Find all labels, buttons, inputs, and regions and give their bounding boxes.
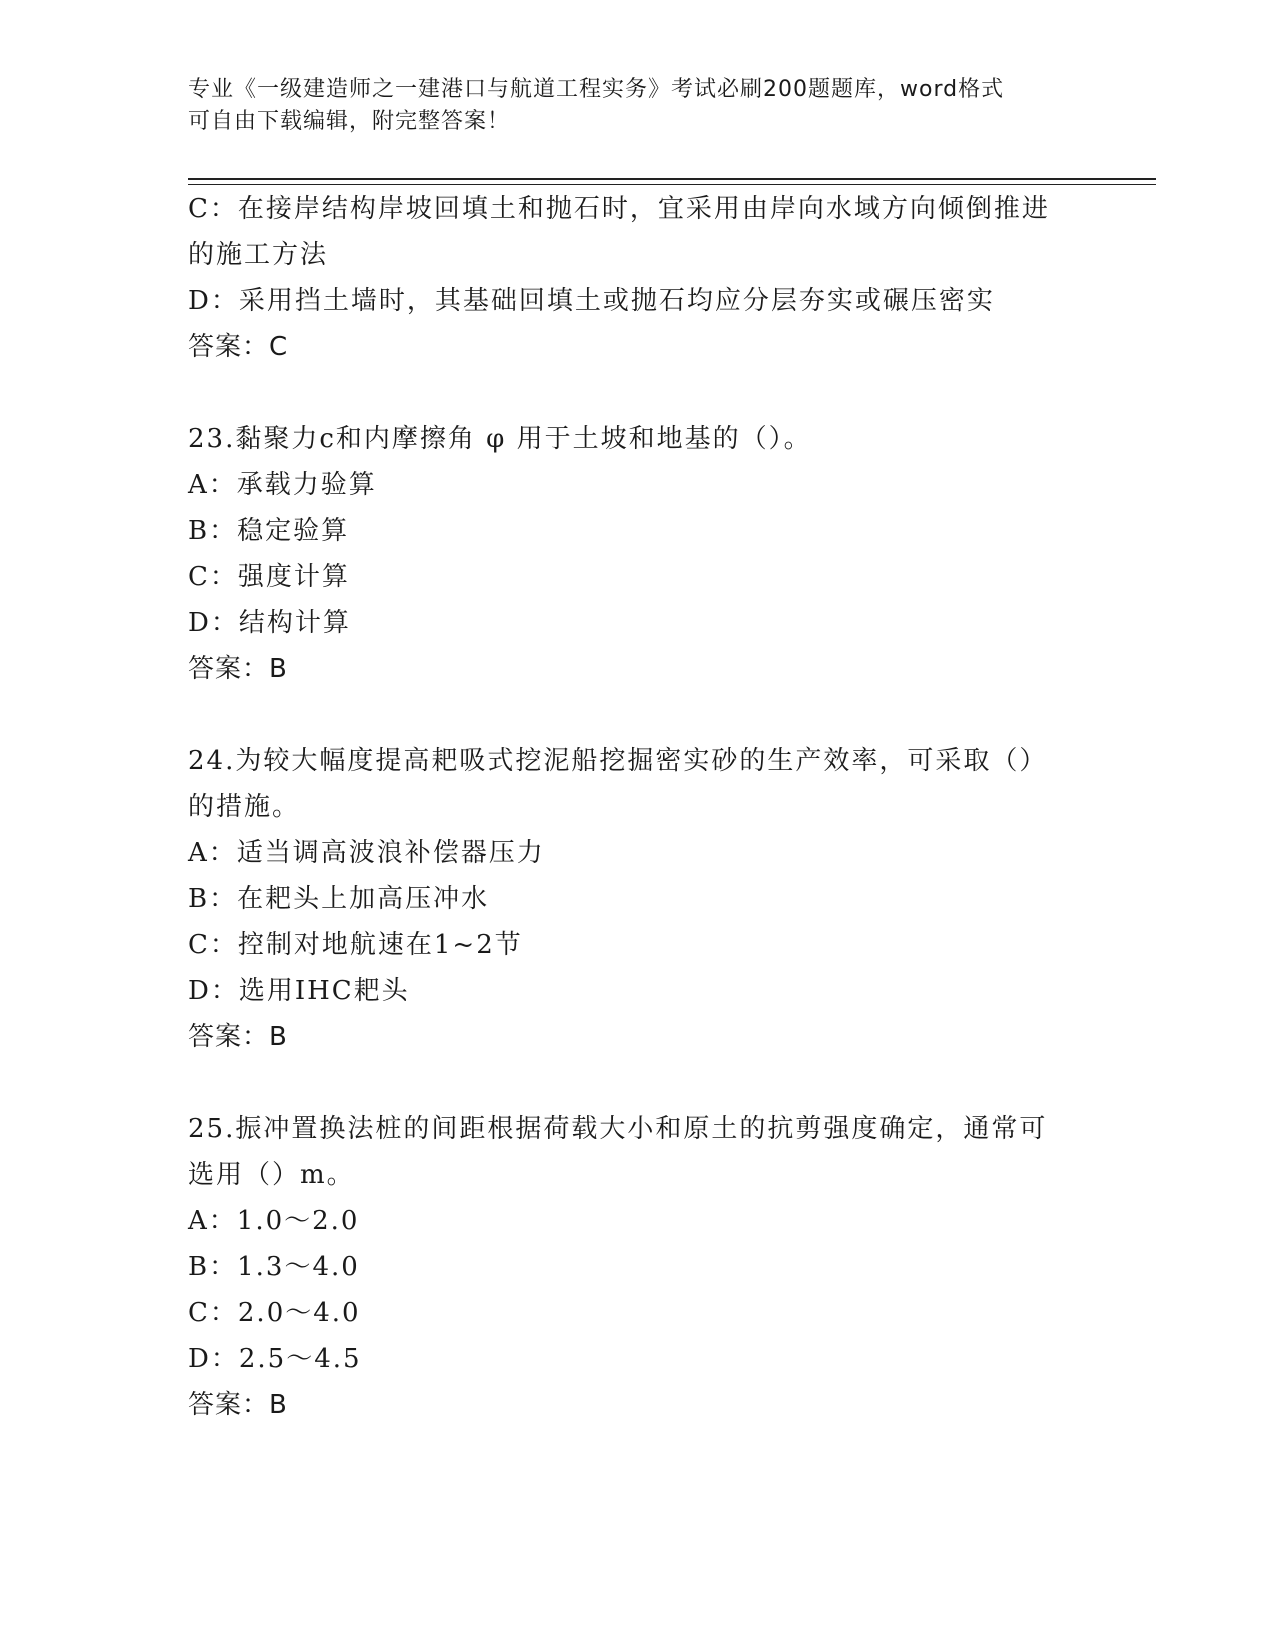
question-23: [188, 416, 1088, 692]
question-content: [188, 186, 1088, 1428]
answer-25: 答案：B: [188, 1390, 288, 1420]
question-24-stem-line-2: 的措施。: [188, 792, 301, 822]
spacer: [188, 692, 1088, 738]
header-divider-thick: [188, 178, 1156, 180]
question-23-option-b: B：稳定验算: [188, 516, 350, 546]
question-25-option-a: A：1.0～2.0: [188, 1206, 360, 1236]
answer-22: 答案：C: [188, 332, 289, 362]
question-25-option-c: C：2.0～4.0: [188, 1298, 361, 1328]
question-25-stem-line-1: 25.振冲置换法桩的间距根据荷载大小和原土的抗剪强度确定，通常可: [188, 1114, 1048, 1144]
header-line-2: 可自由下载编辑，附完整答案！: [188, 109, 511, 134]
answer-24: 答案：B: [188, 1022, 288, 1052]
option-d: D：采用挡土墙时，其基础回填土或抛石均应分层夯实或碾压密实: [188, 286, 995, 316]
question-22-continued: [188, 186, 1088, 370]
header-divider-thin: [188, 184, 1156, 185]
spacer: [188, 1060, 1088, 1106]
question-24-option-d: D：选用IHC耙头: [188, 976, 410, 1006]
option-c-line-2: 的施工方法: [188, 240, 329, 270]
question-25-stem-line-2: 选用（）m。: [188, 1160, 355, 1190]
question-23-option-c: C：强度计算: [188, 562, 350, 592]
question-25-option-d: D：2.5～4.5: [188, 1344, 362, 1374]
question-24-stem-line-1: 24.为较大幅度提高耙吸式挖泥船挖掘密实砂的生产效率，可采取（）: [188, 746, 1048, 776]
question-23-stem: 23.黏聚力c和内摩擦角 φ 用于土坡和地基的（）。: [188, 424, 812, 454]
question-24-option-c: C：控制对地航速在1~2节: [188, 930, 523, 960]
answer-23: 答案：B: [188, 654, 288, 684]
question-23-option-d: D：结构计算: [188, 608, 351, 638]
question-23-option-a: A：承载力验算: [188, 470, 377, 500]
document-header: [188, 74, 1068, 138]
header-line-1: 专业《一级建造师之一建港口与航道工程实务》考试必刷200题题库，word格式: [188, 77, 1005, 102]
question-24: [188, 738, 1088, 1060]
spacer: [188, 370, 1088, 416]
question-25: [188, 1106, 1088, 1428]
question-24-option-b: B：在耙头上加高压冲水: [188, 884, 490, 914]
question-25-option-b: B：1.3～4.0: [188, 1252, 360, 1282]
option-c-line-1: C：在接岸结构岸坡回填土和抛石时，宜采用由岸向水域方向倾倒推进: [188, 194, 1050, 224]
question-24-option-a: A：适当调高波浪补偿器压力: [188, 838, 545, 868]
